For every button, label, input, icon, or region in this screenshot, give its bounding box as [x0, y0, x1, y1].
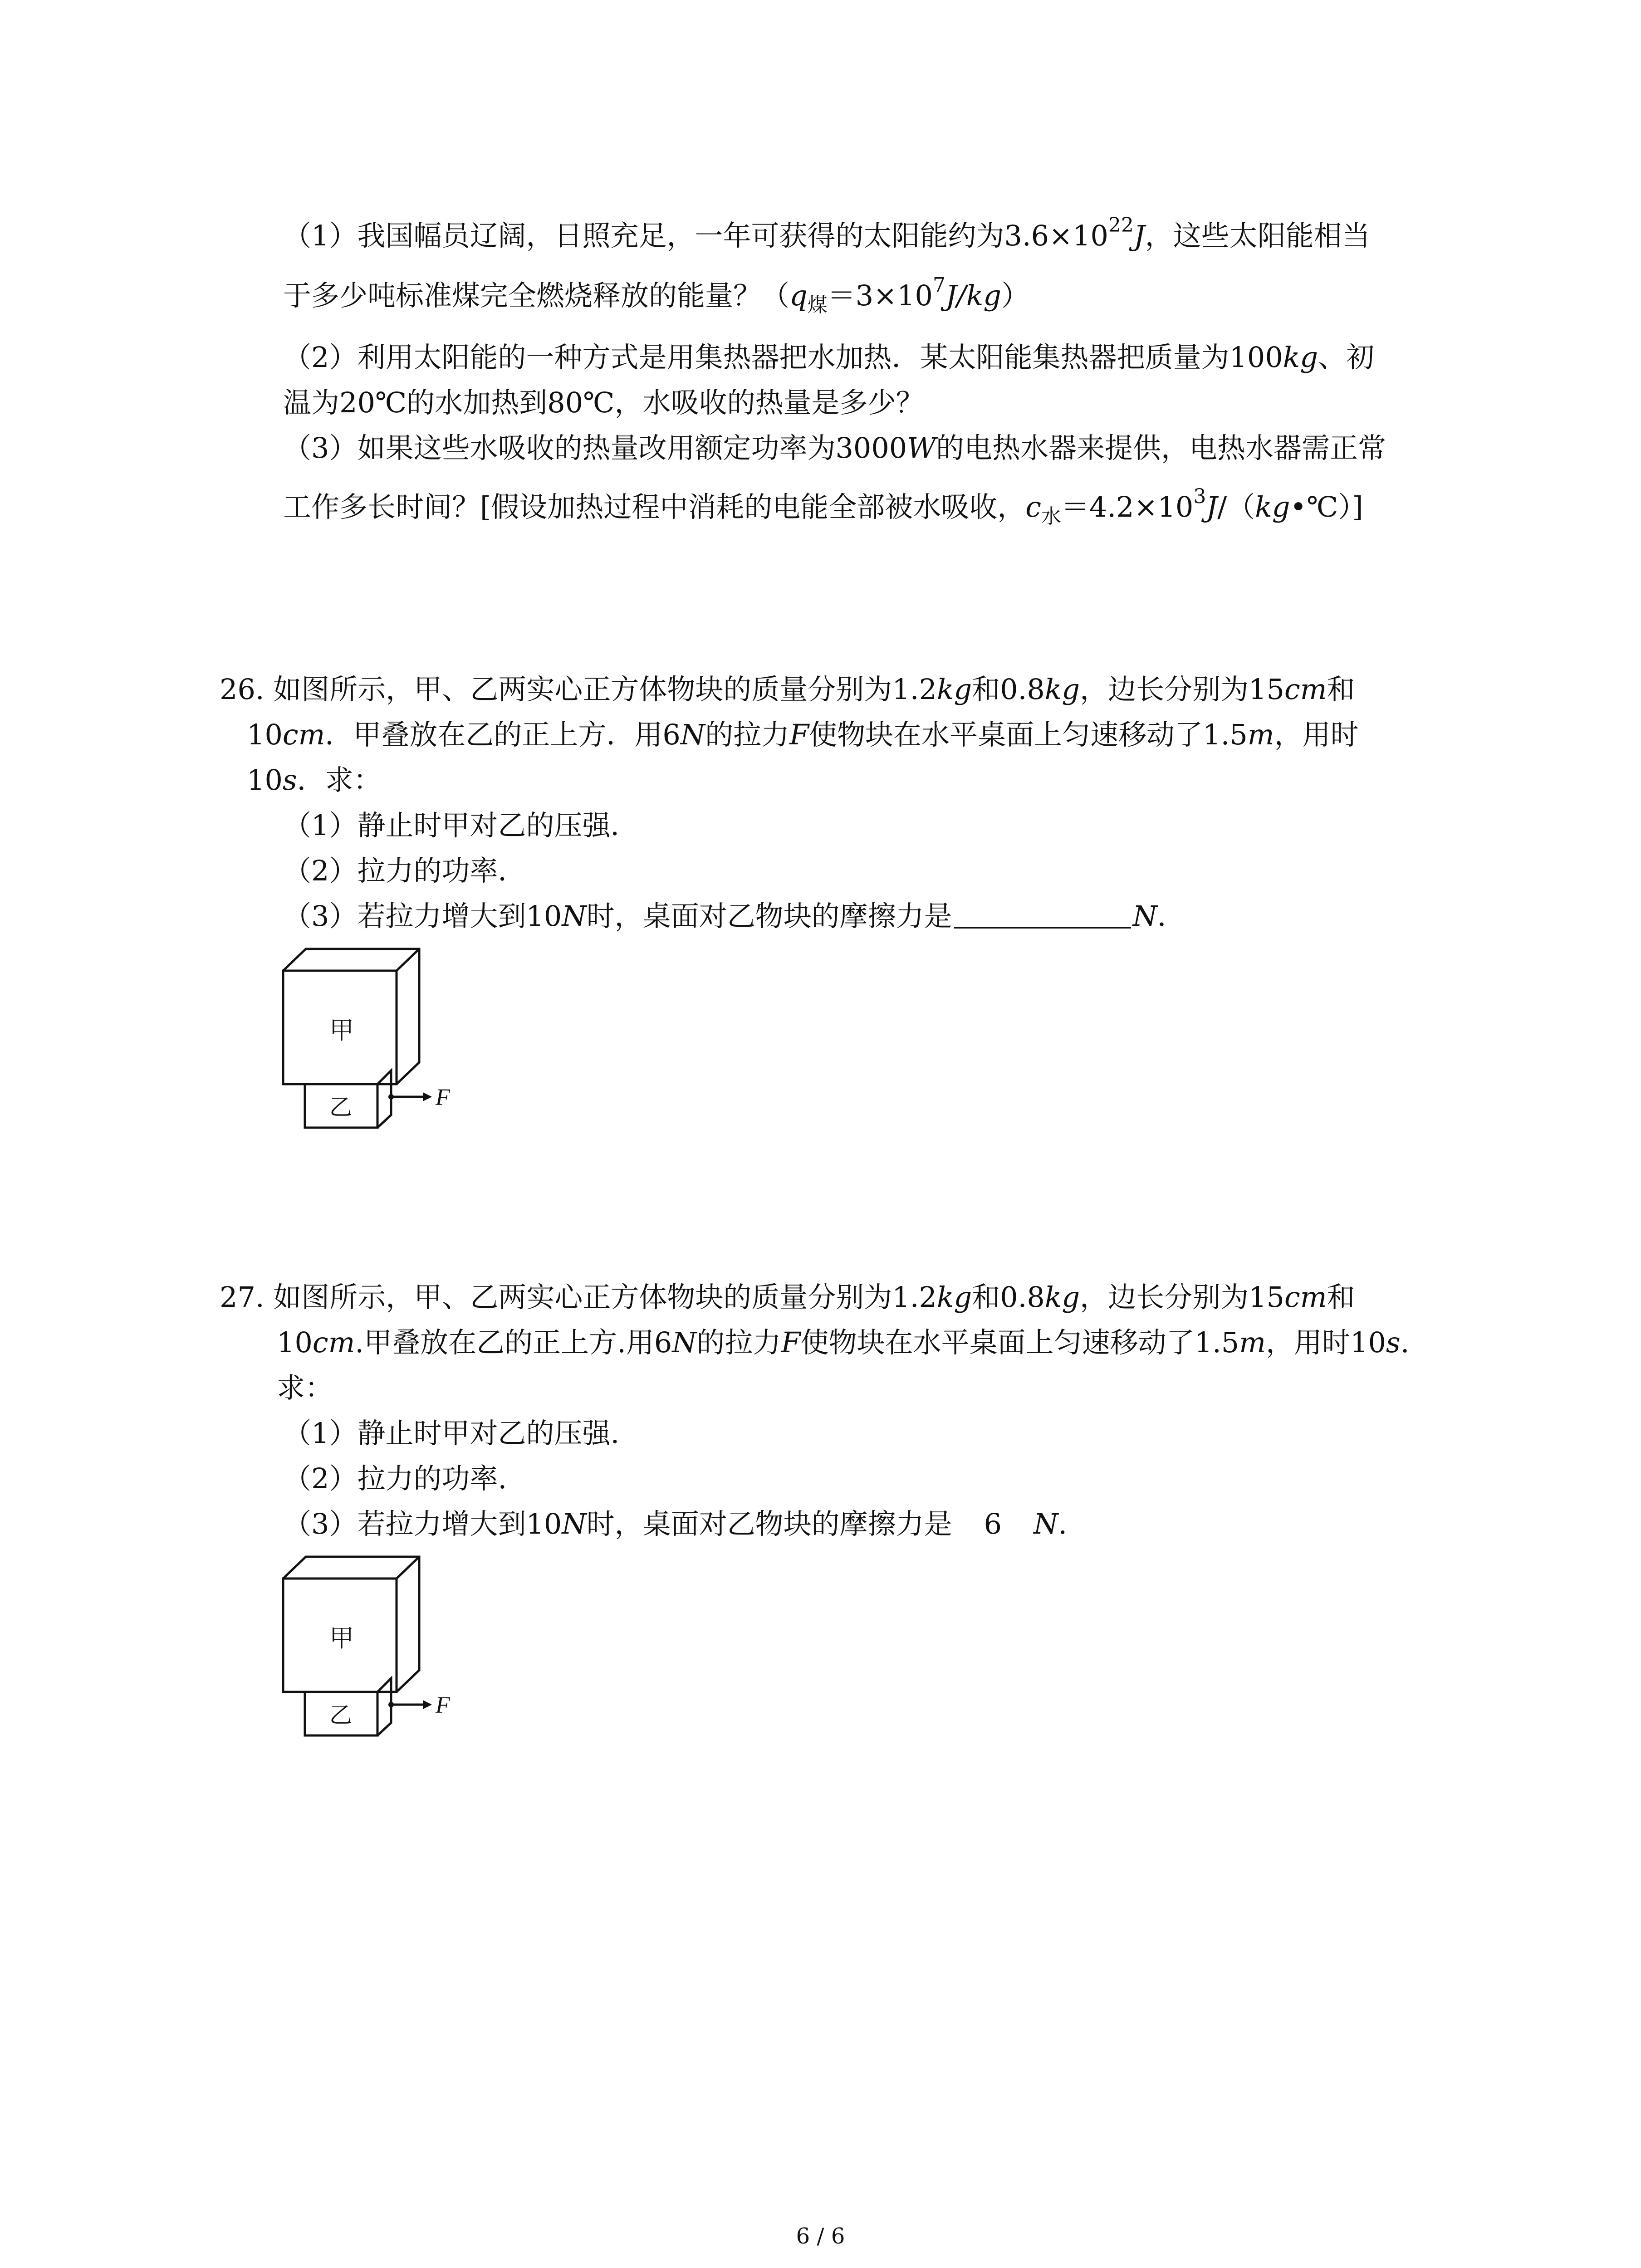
- block-yi-label: 乙: [329, 1702, 352, 1728]
- q27-line2: 10cm.甲叠放在乙的正上方.用6N的拉力F使物块在水平桌面上匀速移动了1.5m，用时10s.: [277, 1326, 1410, 1359]
- q25-part1-line1: （1）我国幅员辽阔，日照充足，一年可获得的太阳能约为$3.6\times 10^{22}J$，这些太阳能相当: [283, 214, 1370, 252]
- q27-sub3: （3）若拉力增大到10N时，桌面对乙物块的摩擦力是 6 N.: [283, 1507, 1068, 1540]
- q25-part3-line2: 工作多长时间？[假设加热过程中消耗的电能全部被水吸收，$c_水=4.2\times 10^3J/(kg•℃)$]: [283, 485, 1363, 528]
- block-jia-label: 甲: [329, 1625, 354, 1652]
- q26-line1: 26. 如图所示，甲、乙两实心正方体物块的质量分别为1.2kg和0.8kg，边长分别为15cm和: [220, 673, 1355, 706]
- q27-line1: 27. 如图所示，甲、乙两实心正方体物块的质量分别为1.2kg和0.8kg，边长分别为15cm和: [220, 1281, 1355, 1314]
- block-yi-label: 乙: [329, 1095, 352, 1120]
- q27-sub2: （2）拉力的功率.: [283, 1462, 507, 1495]
- q25-part1-line2: 于多少吨标准煤完全燃烧释放的能量？$(q_煤=3\times 10^7J/kg)$: [283, 274, 1030, 317]
- force-label: F: [436, 1085, 450, 1110]
- q27-sub1: （1）静止时甲对乙的压强.: [283, 1417, 620, 1450]
- force-label: F: [436, 1692, 450, 1718]
- q27-line3: 求：: [277, 1371, 333, 1404]
- answer-blank[interactable]: [954, 900, 1131, 929]
- q26-sub2: （2）拉力的功率．: [283, 854, 526, 887]
- block-jia-label: 甲: [329, 1017, 354, 1044]
- q26-line2: 10cm．甲叠放在乙的正上方．用6N的拉力F使物块在水平桌面上匀速移动了1.5m，用时: [247, 718, 1359, 751]
- page-number: 6 / 6: [796, 2224, 845, 2249]
- q26-sub3: （3）若拉力增大到10N时，桌面对乙物块的摩擦力是 N．: [283, 899, 1185, 933]
- blocks-figure-q27: [277, 1551, 467, 1742]
- block-yi-side: [377, 1678, 391, 1735]
- blocks-figure-q26: [277, 943, 467, 1134]
- q26-sub1: （1）静止时甲对乙的压强．: [283, 809, 639, 842]
- q25-part3-line1: （3）如果这些水吸收的热量改用额定功率为3000W的电热水器来提供，电热水器需正常: [283, 431, 1386, 464]
- q25-part2-line1: （2）利用太阳能的一种方式是用集热器把水加热．某太阳能集热器把质量为100kg、初: [283, 341, 1375, 374]
- answer-value: 6: [984, 1507, 1002, 1540]
- q25-part2-line2: 温为20℃的水加热到80℃，水吸收的热量是多少？: [283, 386, 924, 419]
- block-yi-side: [377, 1070, 391, 1128]
- q26-line3: 10s．求：: [247, 763, 382, 797]
